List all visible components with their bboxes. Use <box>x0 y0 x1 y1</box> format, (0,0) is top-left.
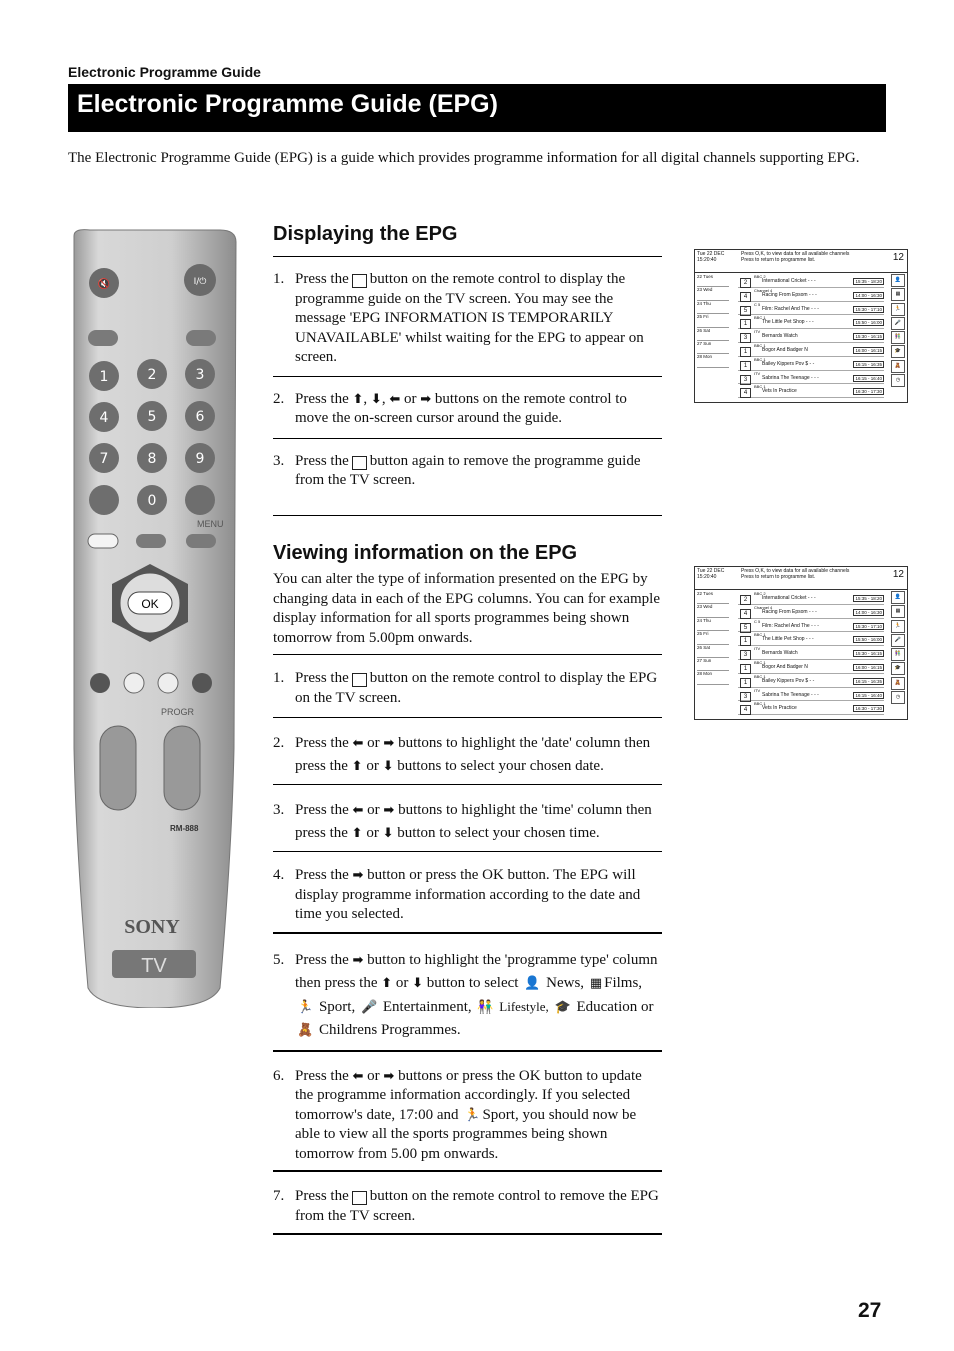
svg-text:8: 8 <box>147 451 157 467</box>
epg-row: 4 BBC 1 Vets In Practice 16:30 - 17:30 <box>738 701 884 715</box>
epg-row: 5 C 5 Film: Rachel And The - - - 15:30 - 17:10 <box>738 619 884 633</box>
lifestyle-icon: 👫 <box>891 331 905 344</box>
epg-row: 1 BBC 1 Bogor And Badger N 16:00 - 16:15 <box>738 660 884 674</box>
arrow-up-icon: ⬆ <box>381 975 393 991</box>
svg-text:2: 2 <box>147 367 157 383</box>
clock-icon: ◷ <box>891 691 905 704</box>
epg-programme-list <box>738 591 884 715</box>
sport-icon: 🏃 <box>891 620 905 633</box>
epg-row: 5 C 5 Film: Rachel And The - - - 15:30 - 17:10 <box>738 302 884 316</box>
childrens-icon: 🧸 <box>891 677 905 690</box>
news-icon: 👤 <box>891 591 905 604</box>
sport-icon: 🏃 <box>891 303 905 316</box>
svg-text:9: 9 <box>195 451 205 467</box>
epg-row: 4 Channel 4 Racing From Epsom - - - 14:00 - 16:30 <box>738 288 884 302</box>
step-view-1: 1. Press the button on the remote control to display the EPG on the TV screen. <box>273 655 662 718</box>
epg-row: 3 ITV Bernards Watch 15:30 - 16:15 <box>738 329 884 343</box>
epg-button-icon <box>352 456 367 470</box>
epg-row: 3 ITV Sabrina The Teenage - - - 16:15 - 16:40 <box>738 371 884 385</box>
arrow-right-icon: ➡ <box>383 803 395 818</box>
step-view-5: 5. Press the ➡ button to highlight the 'programme type' column then press the ⬆ or ⬇ button to select 👤 News, ▦ Films, 🏃 Sport, 🎤 Entertainment, 👫 Lifestyle, 🎓 Education or 🧸 Childrens Programmes. <box>273 934 662 1052</box>
films-icon: ▦ <box>891 288 905 301</box>
remote-ok-label: OK <box>141 597 159 611</box>
step-view-7: 7. Press the button on the remote control to remove the EPG from the TV screen. <box>273 1172 662 1235</box>
heading-displaying-epg: Displaying the EPG <box>273 223 458 245</box>
epg-genre-icons <box>891 591 905 705</box>
viewing-section <box>273 570 662 1235</box>
epg-channel-number: 12 <box>892 252 904 263</box>
news-icon: 👤 <box>524 975 541 991</box>
arrow-down-icon: ⬇ <box>382 826 394 841</box>
epg-row: 1 BBC 1 Bailey Kippers Pov $ - - 16:15 - 16:35 <box>738 357 884 371</box>
epg-row: 3 ITV Sabrina The Teenage - - - 16:15 - 16:40 <box>738 688 884 702</box>
epg-genre-icons <box>891 274 905 388</box>
arrow-right-icon: ➡ <box>383 736 395 751</box>
svg-text:🔇: 🔇 <box>97 279 111 290</box>
entertainment-icon: 🎤 <box>891 634 905 647</box>
svg-text:5: 5 <box>147 409 157 425</box>
arrow-left-icon: ⬅ <box>389 391 401 407</box>
arrow-down-icon: ⬇ <box>412 975 424 991</box>
viewing-intro: You can alter the type of information presented on the EPG by changing data in each of the EPG columns. You can for example display information for all sports programmes being shown tomorrow from 5.00pm onwards. <box>273 571 660 646</box>
step-view-3: 3. Press the ⬅ or ➡ buttons to highlight the 'time' column then press the ⬆ or ⬇ button to select your chosen time. <box>273 785 662 852</box>
epg-row: 1 BBC 1 The Little Pet Shop - - - 15:50 - 16:00 <box>738 315 884 329</box>
education-icon: 🎓 <box>891 345 905 358</box>
epg-row: 1 BBC 1 Bailey Kippers Pov $ - - 16:15 - 16:35 <box>738 674 884 688</box>
entertainment-icon: 🎤 <box>891 317 905 330</box>
arrow-up-icon: ⬆ <box>352 391 364 407</box>
remote-menu-label: MENU <box>197 519 224 529</box>
svg-text:4: 4 <box>99 410 109 426</box>
section-label: Electronic Programme Guide <box>68 64 261 80</box>
svg-text:3: 3 <box>195 367 205 383</box>
clock-icon: ◷ <box>891 374 905 387</box>
intro-paragraph: The Electronic Programme Guide (EPG) is a guide which provides programme information for all digital channels supporting EPG. <box>68 150 860 166</box>
svg-text:1: 1 <box>99 369 109 385</box>
epg-button-icon <box>352 673 367 687</box>
page-number: 27 <box>858 1299 882 1322</box>
arrow-right-icon: ➡ <box>420 391 432 407</box>
epg-row: 1 BBC 1 Bogor And Badger N 16:00 - 16:15 <box>738 343 884 357</box>
step-display-1: 1. Press the button on the remote control to display the programme guide on the TV screen. You may see the message 'EPG INFORMATION IS TEMPORARILY UNAVAILABLE' whilst waiting for the EPG to appear on screen. <box>273 257 662 377</box>
arrow-left-icon: ⬅ <box>352 803 364 818</box>
step-view-2: 2. Press the ⬅ or ➡ buttons to highlight the 'date' column then press the ⬆ or ⬇ buttons to select your chosen date. <box>273 718 662 785</box>
epg-channel-number: 12 <box>892 569 904 580</box>
sport-icon: 🏃 <box>297 999 314 1015</box>
arrow-left-icon: ⬅ <box>352 1068 364 1084</box>
step-view-6: 6. Press the ⬅ or ➡ buttons or press the OK button to update the programme information accordingly. If you selected tomorrow's date, 17:00 and 🏃 Sport, you should now be able to view all the sports programmes being shown tomorrow from 5.00 pm onwards. <box>273 1052 662 1173</box>
arrow-up-icon: ⬆ <box>351 759 363 774</box>
childrens-icon: 🧸 <box>297 1022 314 1038</box>
arrow-down-icon: ⬇ <box>370 391 382 407</box>
remote-brand-logo: SONY <box>124 916 180 938</box>
epg-date-column: 22 Tues 23 Wed 24 Thu 25 Fri 26 Sat 27 Sun 28 Mon <box>697 591 729 685</box>
arrow-right-icon: ➡ <box>383 1068 395 1084</box>
page-title: Electronic Programme Guide (EPG) <box>68 84 886 132</box>
epg-date-column: 22 Tues 23 Wed 24 Thu 25 Fri 26 Sat 27 Sun 28 Mon <box>697 274 729 368</box>
lifestyle-icon: 👫 <box>891 648 905 661</box>
sport-icon: 🏃 <box>464 1107 481 1123</box>
entertainment-icon: 🎤 <box>360 999 378 1015</box>
step-display-3: 3. Press the button again to remove the programme guide from the TV screen. <box>273 439 662 516</box>
epg-row: 3 ITV Bernards Watch 15:30 - 16:15 <box>738 646 884 660</box>
epg-programme-list <box>738 274 884 398</box>
epg-button-icon <box>352 274 367 288</box>
arrow-down-icon: ⬇ <box>382 759 394 774</box>
epg-screenshot-2: Tue 22 DEC 15:20:40 Press O,K, to view data for all available channels Press to return to programme list. 12 22 Tues 23 Wed 24 Thu 25 Fri 26 Sat 27 Sun 28 Mon 2 BBC 2 International Cricket - - - 15:35 - 18:20 4 Channel 4 Racing From Epsom - - - 14:00 - 16:30 5 C 5 Film: Rachel And The - - - 15:30 - 17:10 1 BBC 1 The Little Pet Shop - - - 15:50 - 16:00 3 ITV Bernards Watch 15:30 - 16:15 1 BBC 1 Bogor And Badger N 16:00 - 16:15 1 BBC 1 Bailey Kippers Pov $ - - 16:15 - 16:35 3 ITV Sabrina The Teenage - - - 16:15 - 16:40 4 BBC 1 Vets In Practice 16:30 - 17:30 👤 ▦ 🏃 🎤 👫 🎓 🧸 ◷ <box>694 566 908 720</box>
childrens-icon: 🧸 <box>891 360 905 373</box>
education-icon: 🎓 <box>554 999 571 1015</box>
films-icon: ▦ <box>891 605 905 618</box>
svg-text:6: 6 <box>195 409 205 425</box>
arrow-up-icon: ⬆ <box>351 826 363 841</box>
svg-text:7: 7 <box>99 451 109 467</box>
arrow-right-icon: ➡ <box>352 952 364 968</box>
heading-viewing-epg: Viewing information on the EPG <box>273 542 578 564</box>
svg-text:0: 0 <box>147 493 157 509</box>
epg-screenshot-1: Tue 22 DEC 15:20:40 Press O,K, to view data for all available channels Press to return to programme list. 12 22 Tues 23 Wed 24 Thu 25 Fri 26 Sat 27 Sun 28 Mon 2 BBC 2 International Cricket - - - 15:35 - 18:20 4 Channel 4 Racing From Epsom - - - 14:00 - 16:30 5 C 5 Film: Rachel And The - - - 15:30 - 17:10 1 BBC 1 The Little Pet Shop - - - 15:50 - 16:00 3 ITV Bernards Watch 15:30 - 16:15 1 BBC 1 Bogor And Badger N 16:00 - 16:15 1 BBC 1 Bailey Kippers Pov $ - - 16:15 - 16:35 3 ITV Sabrina The Teenage - - - 16:15 - 16:40 4 BBC 1 Vets In Practice 16:30 - 17:30 👤 ▦ 🏃 🎤 👫 🎓 🧸 ◷ <box>694 249 908 403</box>
step-display-2: 2. Press the ⬆, ⬇, ⬅ or ➡ buttons on the remote control to move the on-screen cursor around the guide. <box>273 377 662 439</box>
epg-row: 4 BBC 1 Vets In Practice 16:30 - 17:30 <box>738 384 884 398</box>
arrow-right-icon: ➡ <box>352 868 364 883</box>
remote-model-label: RM-888 <box>170 824 199 833</box>
epg-row: 4 Channel 4 Racing From Epsom - - - 14:00 - 16:30 <box>738 605 884 619</box>
remote-tv-label: TV <box>141 955 167 977</box>
epg-row: 1 BBC 1 The Little Pet Shop - - - 15:50 - 16:00 <box>738 632 884 646</box>
epg-button-icon <box>352 1191 367 1205</box>
svg-text:I/⏻: I/⏻ <box>193 277 207 287</box>
education-icon: 🎓 <box>891 662 905 675</box>
epg-row: 2 BBC 2 International Cricket - - - 15:35 - 18:20 <box>738 591 884 605</box>
epg-row: 2 BBC 2 International Cricket - - - 15:35 - 18:20 <box>738 274 884 288</box>
step-view-4: 4. Press the ➡ button or press the OK button. The EPG will display programme information according to the date and time you selected. <box>273 852 662 934</box>
remote-progr-label: PROGR <box>161 707 195 717</box>
displaying-steps <box>273 256 662 516</box>
films-icon: ▦ <box>589 975 603 991</box>
arrow-left-icon: ⬅ <box>352 736 364 751</box>
lifestyle-icon: 👫 <box>477 999 494 1015</box>
news-icon: 👤 <box>891 274 905 287</box>
remote-control-illustration <box>70 228 238 1008</box>
